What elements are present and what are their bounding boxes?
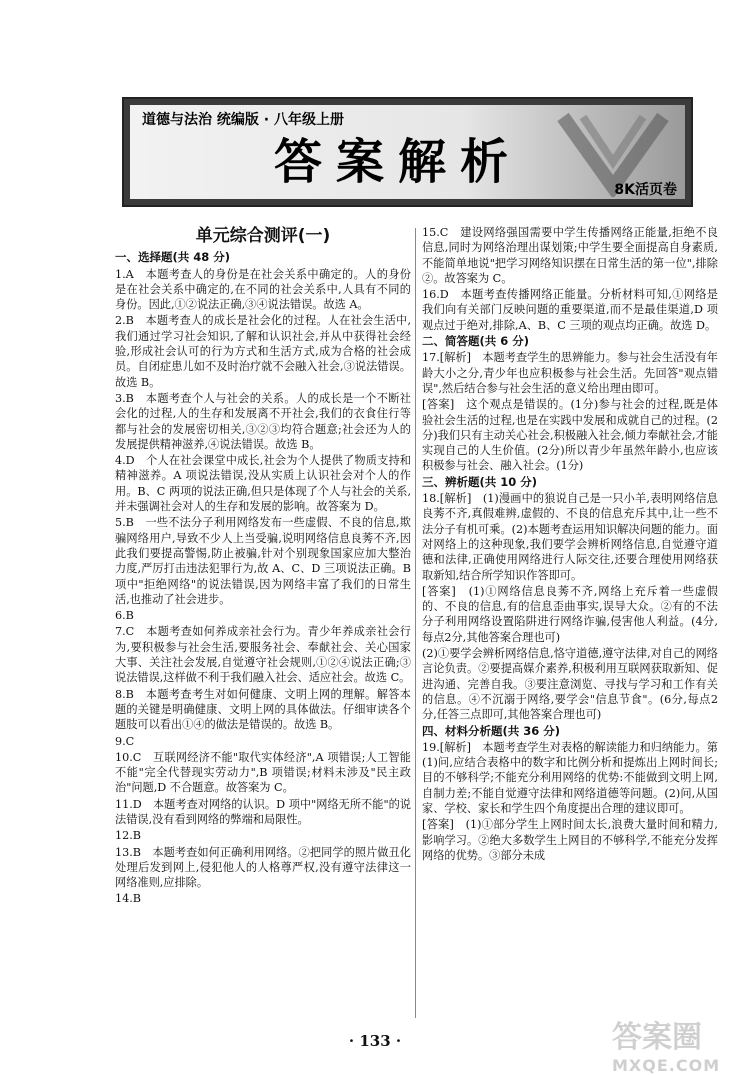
answer-item: 2.B 本题考查人的成长是社会化的过程。人在社会生活中,我们通过学习社会知识,了解和认识社会,并从中获得社会经验,形成社会认可的行为方式和生活方式,成为合格的社会成员。自闭症患儿如不及时治疗就不会融入社会,③说法错误。故选 B。 <box>115 314 411 389</box>
left-column <box>115 225 411 908</box>
answer-item: 18.[解析] (1)漫画中的狼说自己是一只小羊,表明网络信息良莠不齐,真假难辨,虚假的、不良的信息充斥其中,让一些不法分子有机可乘。(2)本题考查运用知识解决问题的能力。面对网络上的这种现象,我们要学会辨析网络信息,自觉遵守道德和法律,正确使用网络进行人际交往,还要合理使用网络获取新知,结合所学知识作答即可。 <box>422 492 718 582</box>
answer-item: 8.B 本题考查考生对如何健康、文明上网的理解。解答本题的关键是明确健康、文明上网的具体做法。仔细审读各个题肢可以看出①④的做法是错误的。故选 B。 <box>115 687 411 732</box>
unit-title: 单元综合测评(一) <box>195 226 331 246</box>
section-heading: 二、简答题(共 6 分) <box>422 334 530 349</box>
subject-label: 道德与法治 统编版 · 八年级上册 <box>142 112 344 128</box>
right-column <box>422 225 718 864</box>
answer-item: 16.D 本题考查传播网络正能量。分析材料可知,①网络是我们向有关部门反映问题的重要渠道,而不是最佳渠道,D 项观点过于绝对,排除,A、B、C 三项的观点均正确。故选 D。 <box>422 288 718 332</box>
answer-item: 12.B <box>115 829 142 843</box>
section-heading: 四、材料分析题(共 36 分) <box>422 723 561 738</box>
answer-item: 6.B <box>115 609 134 623</box>
answer-item: 14.B <box>115 892 142 906</box>
answer-item: [答案] (1)①部分学生上网时间太长,浪费大量时间和精力,影响学习。②绝大多数学生上网目的不够科学,不能充分发挥网络的优势。③部分未成 <box>422 818 718 862</box>
header-banner <box>122 97 693 207</box>
watermark-url: MXQE.COM <box>612 1056 721 1075</box>
answer-item: (2)①要学会辨析网络信息,恪守道德,遵守法律,对自己的网络言论负责。②要提高媒介素养,积极利用互联网获取新知、促进沟通、完善自我。③要注意浏览、寻找与学习和工作有关的信息。④不沉溺于网络,要学会"信息节食"。(6分,每点2分,任答三点即可,其他答案合理也可) <box>422 647 718 722</box>
answer-item: 10.C 互联网经济不能"取代实体经济",A 项错误;人工智能不能"完全代替现实劳动力",B 项错误;材料未涉及"民主政治"问题,D 不合题意。故答案为 C。 <box>115 750 411 795</box>
section-heading: 三、辨析题(共 10 分) <box>422 474 538 489</box>
column-divider <box>415 228 416 1018</box>
page-number: · 133 · <box>348 1032 402 1050</box>
answer-item: 13.B 本题考查如何正确利用网络。②把同学的照片做丑化处理后发到网上,侵犯他人的人格尊严权,没有遵守法律这一网络准则,应排除。 <box>115 845 411 890</box>
answer-item: 19.[解析] 本题考查学生对表格的解读能力和归纳能力。第(1)问,应结合表格中的数字和比例分析和提炼出上网时间长;目的不够科学;不能充分利用网络的优势:不能做到文明上网,自制力差;不能自觉遵守法律和网络道德等问题。(2)问,从国家、学校、家长和学生四个角度提出合理的建议即可。 <box>422 740 718 815</box>
answer-item: 9.C <box>115 734 135 748</box>
answer-item: 3.B 本题考查个人与社会的关系。人的成长是一个不断社会化的过程,人的生存和发展离不开社会,我们的衣食住行等都与社会的发展密切相关,③②③均符合题意;社会还为人的发展提供精神滋养,④说法错误。故选 B。 <box>115 391 411 451</box>
page-title: 答案解析 <box>274 134 523 190</box>
answer-item: 1.A 本题考查人的身份是在社会关系中确定的。人的身份是在社会关系中确定的,在不同的社会关系中,人具有不同的身份。因此,①②说法正确,③④说法错误。故选 A。 <box>115 267 411 312</box>
answer-item: [答案] (1)①网络信息良莠不齐,网络上充斥着一些虚假的、不良的信息,有的信息歪曲事实,误导大众。②有的不法分子利用网络设置陷阱进行网络诈骗,侵害他人利益。(4分,每点2分,其他答案合理也可) <box>422 584 718 644</box>
answer-item: 5.B 一些不法分子利用网络发布一些虚假、不良的信息,欺骗网络用户,导致不少人上当受骗,说明网络信息良莠不齐,因此我们要提高警惕,防止被骗,针对个别现象国家应加大整治力度,严厉打击违法犯罪行为,故 A、C、D 三项说法正确。B 项中"拒绝网络"的说法错误,因为网络丰富了我们的日常生活,也推动了社会进步。 <box>115 516 411 606</box>
answer-item: 4.D 个人在社会课堂中成长,社会为个人提供了物质支持和精神滋养。A 项说法错误,没从实质上认识社会对个人的作用。B、C 两项的说法正确,但只是体现了个人与社会的关系,并未强调社会对人的生存和发展的影响。故答案为 D。 <box>115 454 411 514</box>
answer-item: [答案] 这个观点是错误的。(1分)参与社会的过程,既是体验社会生活的过程,也是在实践中发展和成就自己的过程。(2分)我们只有主动关心社会,积极融入社会,倾力奉献社会,才能实现自己的人生价值。(2分)所以青少年虽然年龄小,也应该积极参与社会、融入社会。(1分) <box>422 398 718 473</box>
watermark-text: 答案圈 <box>612 1020 702 1055</box>
watermark-logo <box>612 1012 738 1075</box>
section-heading: 一、选择题(共 48 分) <box>115 250 231 265</box>
answer-item: 17.[解析] 本题考查学生的思辨能力。参与社会生活没有年龄大小之分,青少年也应积极参与社会生活。先回答"观点错误",然后结合参与社会生活的意义给出理由即可。 <box>422 351 718 395</box>
answer-item: 11.D 本题考查对网络的认识。D 项中"网络无所不能"的说法错误,没有看到网络的弊端和局限性。 <box>115 797 411 826</box>
answer-item: 7.C 本题考查如何养成亲社会行为。青少年养成亲社会行为,要积极参与社会生活,要服务社会、奉献社会、关心国家大事、关注社会发展,自觉遵守社会规则,①②④说法正确;③说法错误,这样做不利于我们融入社会、适应社会。故选 C。 <box>115 625 411 685</box>
volume-tag: 8K活页卷 <box>614 182 677 198</box>
answer-item: 15.C 建设网络强国需要中学生传播网络正能量,拒绝不良信息,同时为网络治理出谋划策;中学生要全面提高自身素质,不能简单地说"把学习网络知识摆在日常生活的第一位",排除②。故答案为 C。 <box>422 226 718 285</box>
